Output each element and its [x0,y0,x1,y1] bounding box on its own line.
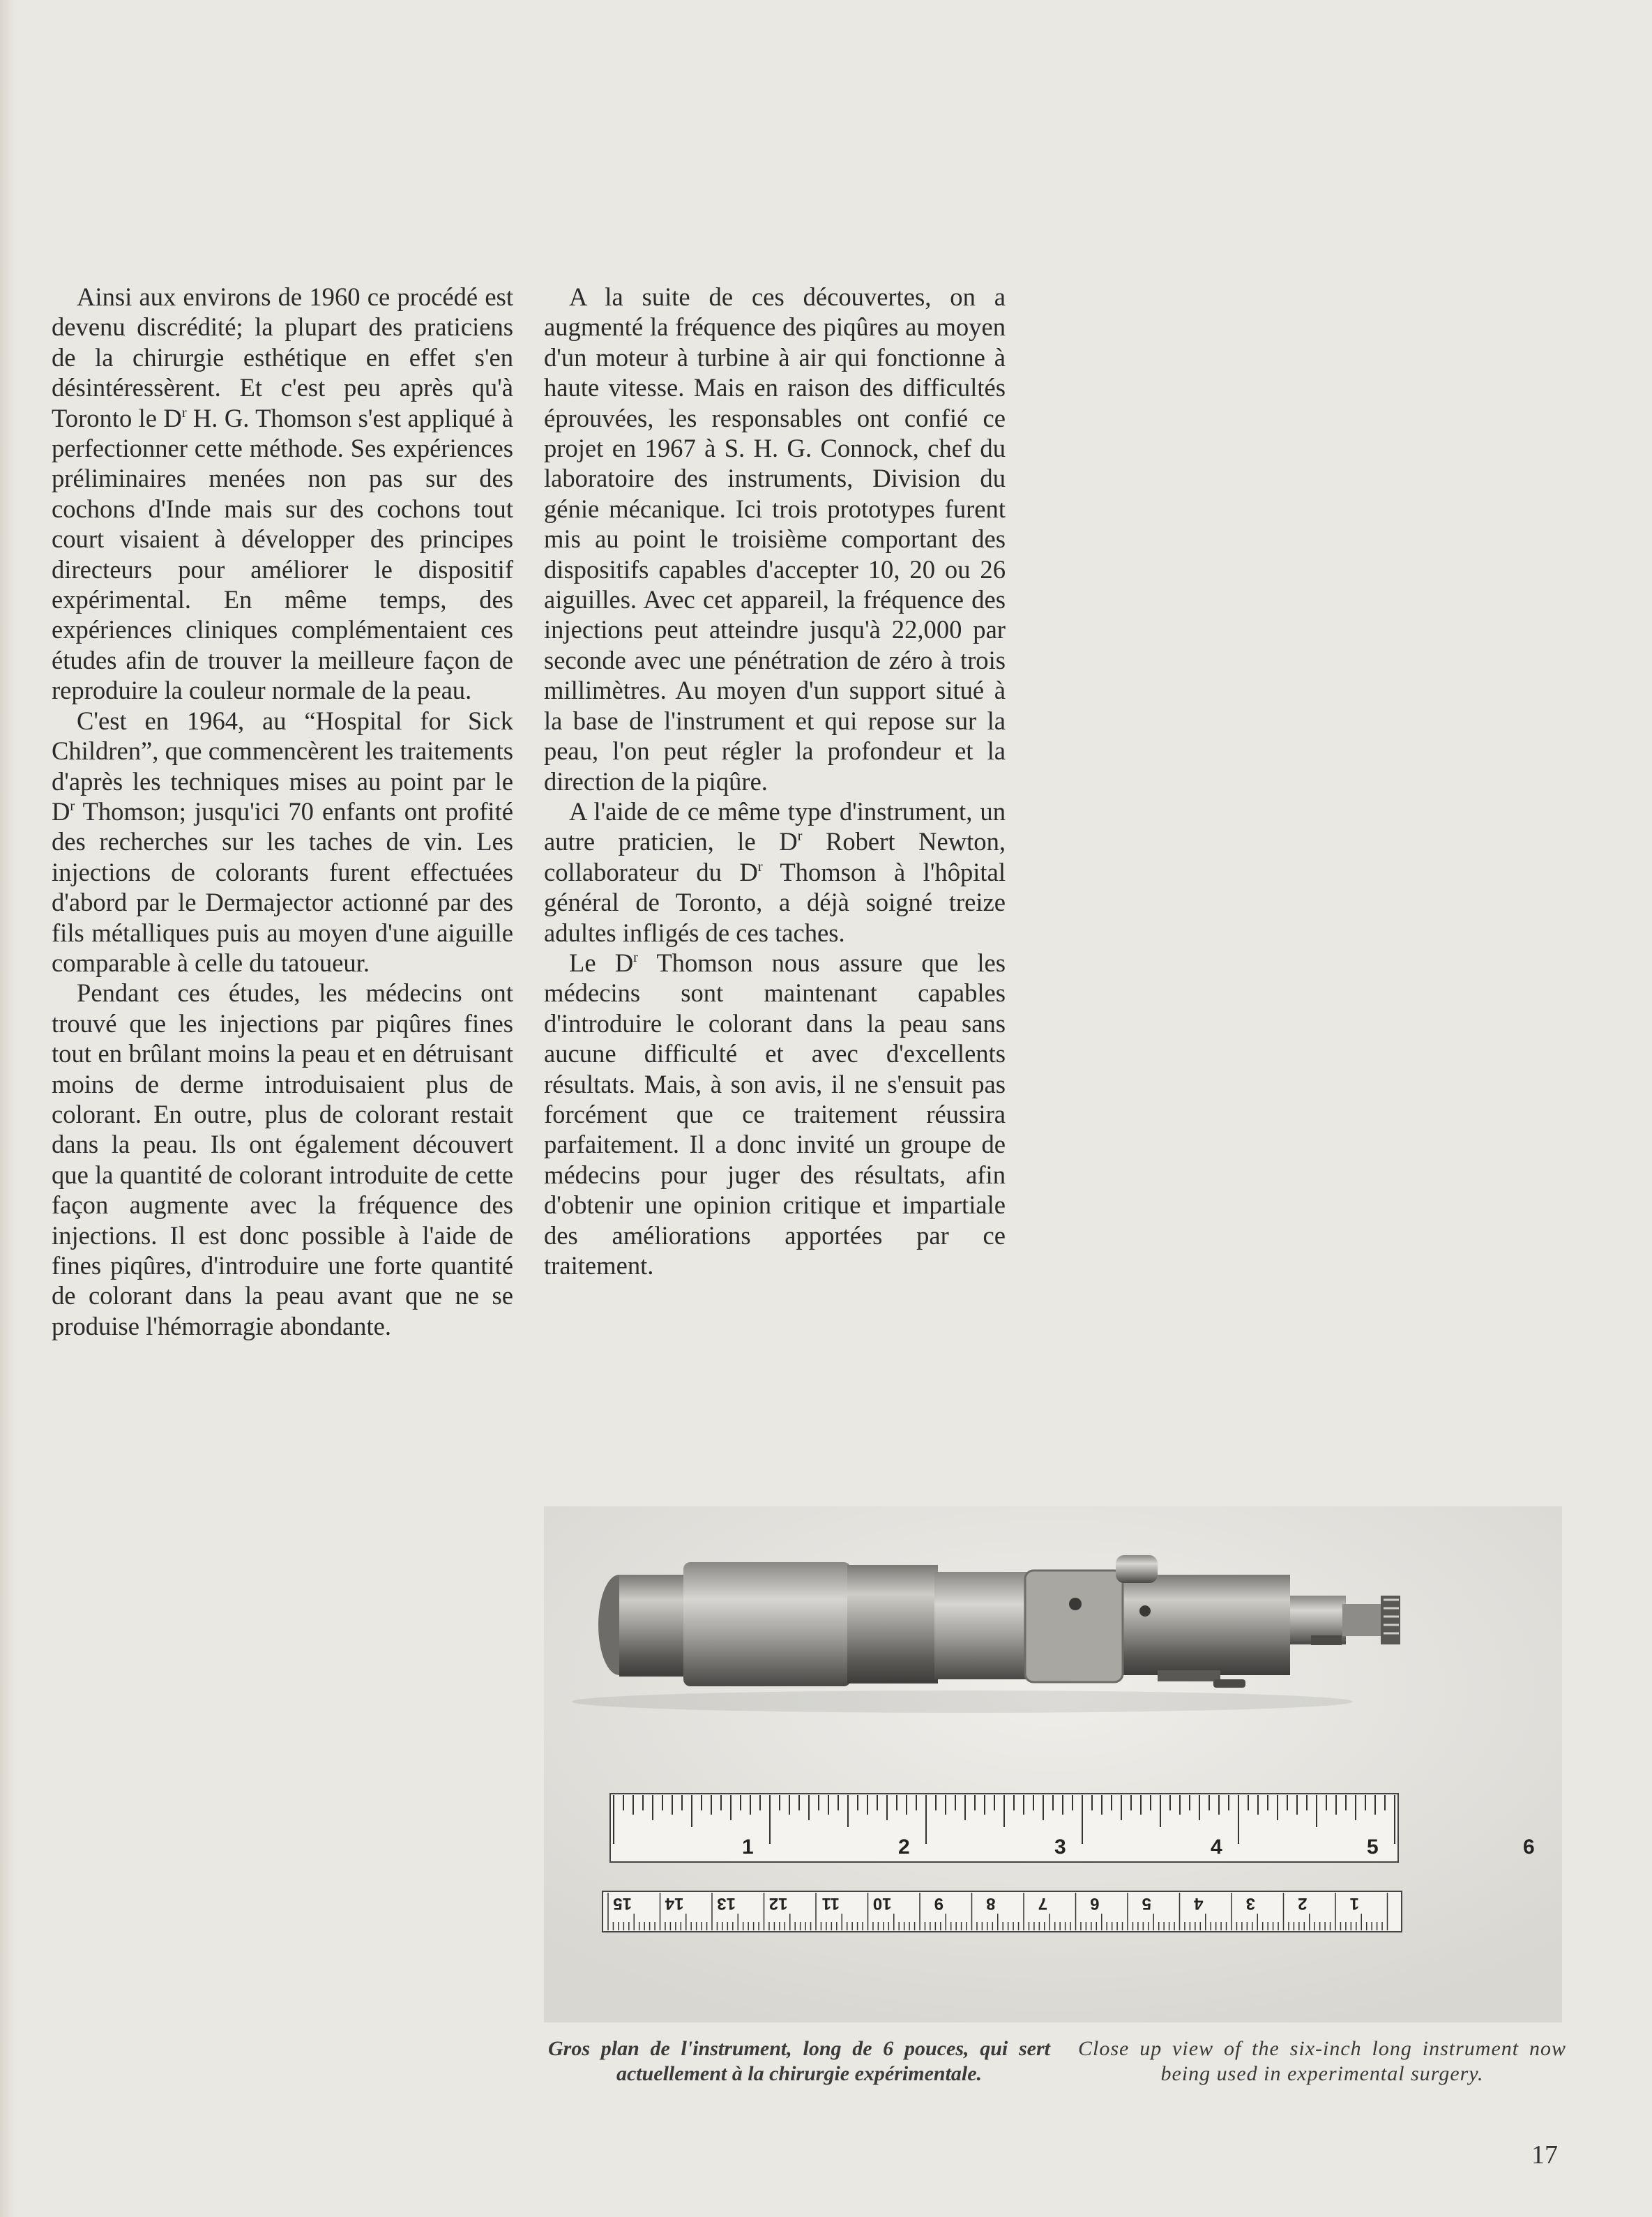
cm-label: 6 [1090,1894,1100,1913]
inch-label: 2 [898,1836,910,1859]
cm-label: 3 [1245,1894,1255,1913]
cm-label: 11 [821,1894,840,1913]
paragraph: Pendant ces études, les médecins ont trouvé que les injections par piqûres fines tout en brûlant moins la peau et en détruisant moins de derme introduisaient plus de colorant. En outre, plus de colorant restait dans la peau. Ils ont également découvert que la quantité de colorant introduite de cette façon augmente avec la fréquence des injections. Il est donc possible à l'aide de fines piqûres, d'introduire une forte quantité de colorant dans la peau avant que ne se produise l'hémorragie abondante. [52,978,513,1340]
cm-label: 5 [1142,1894,1151,1913]
cm-label: 12 [768,1894,788,1913]
paragraph: A la suite de ces découvertes, on a augmenté la fréquence des piqûres au moyen d'un moteur à turbine à air qui fonctionne à haute vitesse. Mais en raison des difficultés éprouvées, les responsables ont confié ce projet en 1967 à S. H. G. Connock, chef du laboratoire des instruments, Division du génie mécanique. Ici trois prototypes furent mis au point le troisième comportant des dispositifs capables d'accepter 10, 20 ou 26 aiguilles. Avec cet appareil, la fréquence des injections peut atteindre jusqu'à 22,000 par seconde avec une pénétration de zéro à trois millimètres. Au moyen d'un support situé à la base de l'instrument et qui repose sur la peau, l'on peut régler la profondeur et la direction de la piqûre. [544,282,1006,796]
paragraph: Ainsi aux environs de 1960 ce procédé est devenu discrédité; la plupart des praticiens de la chirurgie esthétique en effet s'en désintéressèrent. Et c'est peu après qu'à Toronto le $D^r$ H. G. Thomson s'est appliqué à perfectionner cette méthode. Ses expériences préliminaires menées non pas sur des cochons d'Inde mais sur des cochons tout court visaient à développer des principes directeurs pour améliorer le dispositif expérimental. En même temps, des expériences cliniques complémentaient ces études afin de trouver la meilleure façon de reproduire la couleur normale de la peau. [52,282,513,705]
paragraph: Le $D^r$ Thomson nous assure que les médecins sont maintenant capables d'introduire le colorant dans la peau sans aucune difficulté et avec d'excellents résultats. Mais, à son avis, il ne s'ensuit pas forcément que ce traitement réussira parfaitement. Il a donc invité un groupe de médecins pour juger des résultats, afin d'obtenir une opinion critique et impartiale des améliorations apportées par ce traitement. [544,948,1006,1280]
inch-label: 4 [1211,1836,1222,1859]
photo-caption-french: Gros plan de l'instrument, long de 6 pouces, qui sert actuellement à la chirurgie expérimentale. [548,2037,1050,2085]
left-text-column [52,282,513,1341]
cm-label: 15 [613,1894,632,1913]
page-edge-shadow [0,0,15,2217]
inch-ruler [610,1794,1535,1862]
cm-label: 14 [665,1894,684,1913]
cm-label: 4 [1194,1894,1204,1913]
cm-label: 13 [717,1894,736,1913]
cm-label: 1 [1349,1894,1359,1913]
instrument-photo-drawing [544,1506,1562,2022]
cm-label: 9 [934,1894,944,1913]
cm-label: 10 [872,1894,892,1913]
inch-label: 3 [1054,1836,1066,1859]
cm-label: 8 [986,1894,996,1913]
paragraph: A l'aide de ce même type d'instrument, un autre praticien, le $D^r$ Robert Newton, collaborateur du $D^r$ Thomson à l'hôpital général de Toronto, a déjà soigné treize adultes infligés de ces taches. [544,796,1006,947]
inch-label: 5 [1367,1836,1379,1859]
paragraph: C'est en 1964, au “Hospital for Sick Children”, que commencèrent les traitements d'après les techniques mises au point par le $D^r$ Thomson; jusqu'ici 70 enfants ont profité des recherches sur les taches de vin. Les injections de colorants furent effectuées d'abord par le Dermajector actionné par des fils métalliques puis au moyen d'une aiguille comparable à celle du tatoueur. [52,706,513,977]
instrument-photo [544,1506,1562,2022]
right-text-column [544,282,1006,1280]
cm-label: 7 [1038,1894,1047,1913]
cm-ruler [603,1891,1402,1932]
inch-label: 6 [1523,1836,1535,1859]
photo-caption-english: Close up view of the six-inch long instrument now being used in experimental surgery. [1078,2037,1566,2085]
inch-label: 1 [742,1836,754,1859]
cm-label: 2 [1298,1894,1308,1913]
page-number: 17 [1531,2140,1558,2170]
cm-ruler-labels [613,1894,1359,1913]
